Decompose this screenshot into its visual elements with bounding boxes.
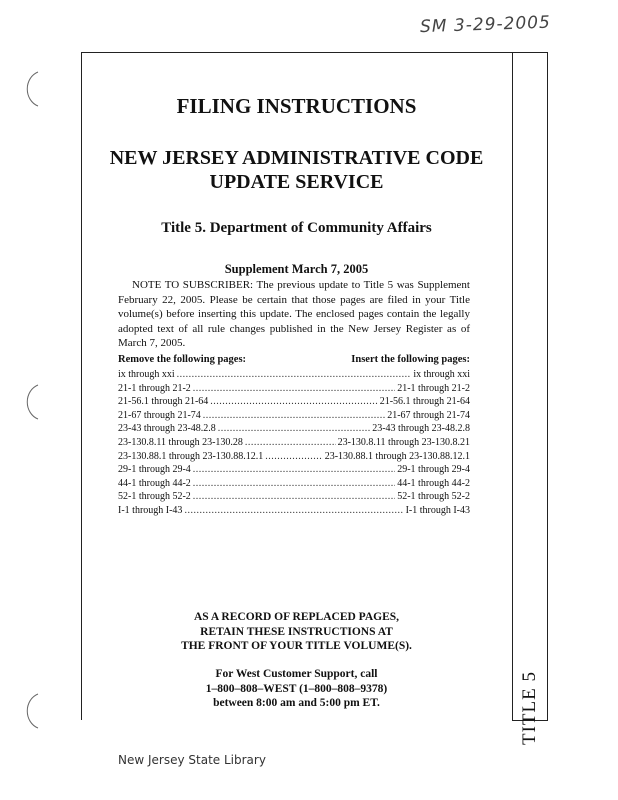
support-hours: between 8:00 am and 5:00 pm ET. <box>213 697 380 709</box>
punch-hole-middle <box>22 383 42 421</box>
insert-range: 21-56.1 through 21-64 <box>379 396 470 408</box>
remove-range: 21-56.1 through 21-64 <box>118 396 209 408</box>
customer-support-info <box>81 667 512 711</box>
dot-leader <box>193 478 395 489</box>
record-notice-line3: THE FRONT OF YOUR TITLE VOLUME(S). <box>181 640 412 652</box>
dot-leader <box>193 383 395 394</box>
dot-leader <box>177 369 412 380</box>
remove-range: 21-1 through 21-2 <box>118 382 191 394</box>
insert-range: 52-1 through 52-2 <box>397 491 470 503</box>
library-stamp: New Jersey State Library <box>118 753 266 767</box>
remove-range: 52-1 through 52-2 <box>118 491 191 503</box>
record-notice-line1: AS A RECORD OF REPLACED PAGES, <box>193 611 400 623</box>
page-replacement-list <box>118 369 470 519</box>
code-heading <box>81 146 512 194</box>
dot-leader <box>184 505 403 516</box>
punch-hole-top <box>22 70 42 108</box>
dot-leader <box>193 464 395 475</box>
handwritten-date-note: SM 3-29-2005 <box>419 12 552 38</box>
insert-range: ix through xxi <box>413 369 470 380</box>
remove-range: 23-130.88.1 through 23-130.88.12.1 <box>118 450 264 462</box>
record-notice <box>81 610 512 654</box>
punch-hole-bottom <box>22 692 42 730</box>
remove-range: 44-1 through 44-2 <box>118 477 191 489</box>
insert-range: 29-1 through 29-4 <box>397 464 470 476</box>
remove-range: 29-1 through 29-4 <box>118 464 191 476</box>
page-range-row <box>118 451 470 465</box>
insert-range: I-1 through I-43 <box>405 504 470 516</box>
support-phone: 1–800–808–WEST (1–800–808–9378) <box>205 682 388 695</box>
insert-range: 44-1 through 44-2 <box>397 477 470 489</box>
page-range-row <box>118 437 470 451</box>
dot-leader <box>265 451 322 462</box>
support-line1: For West Customer Support, call <box>215 668 378 680</box>
remove-pages-heading: Remove the following pages: <box>118 354 247 365</box>
supplement-date: Supplement March 7, 2005 <box>224 262 369 276</box>
code-heading-line2: UPDATE SERVICE <box>209 171 384 193</box>
page-range-row <box>118 383 470 397</box>
tab-label: TITLE 5 <box>519 670 541 746</box>
page-range-row <box>118 491 470 505</box>
page-range-row <box>118 410 470 424</box>
remove-range: 21-67 through 21-74 <box>118 409 201 421</box>
insert-pages-heading: Insert the following pages: <box>351 354 470 365</box>
dot-leader <box>203 410 385 421</box>
record-notice-line2: RETAIN THESE INSTRUCTIONS AT <box>200 625 393 638</box>
insert-range: 21-1 through 21-2 <box>397 382 470 394</box>
remove-range: 23-130.8.11 through 23-130.28 <box>118 436 243 448</box>
page-range-row <box>118 505 470 519</box>
dot-leader <box>193 491 395 502</box>
remove-range: I-1 through I-43 <box>118 504 183 516</box>
page-range-row <box>118 464 470 478</box>
page-title: FILING INSTRUCTIONS <box>176 94 417 118</box>
code-heading-line1: NEW JERSEY ADMINISTRATIVE CODE <box>109 147 484 169</box>
title-name: Title 5. Department of Community Affairs <box>161 220 432 236</box>
subscriber-note: NOTE TO SUBSCRIBER: The previous update to Title 5 was Supplement February 22, 2005. Please be certain that those pages are filed in your Title volume(s) before inserting this update. The enclosed pages contain the legally adopted text of all rule changes published in the New Jersey Register as of March 7, 2005. <box>118 279 470 350</box>
title-tab <box>512 52 548 746</box>
page-range-row <box>118 369 470 383</box>
dot-leader <box>210 396 377 407</box>
insert-range: 23-43 through 23-48.2.8 <box>372 423 470 435</box>
page-range-row <box>118 396 470 410</box>
remove-range: ix through xxi <box>118 369 175 380</box>
dot-leader <box>218 423 370 434</box>
insert-range: 23-130.8.11 through 23-130.8.21 <box>337 436 470 448</box>
page-range-row <box>118 478 470 492</box>
insert-range: 21-67 through 21-74 <box>387 409 470 421</box>
insert-range: 23-130.88.1 through 23-130.88.12.1 <box>324 450 470 462</box>
remove-range: 23-43 through 23-48.2.8 <box>118 423 216 435</box>
page-range-row <box>118 423 470 437</box>
dot-leader <box>245 437 336 448</box>
